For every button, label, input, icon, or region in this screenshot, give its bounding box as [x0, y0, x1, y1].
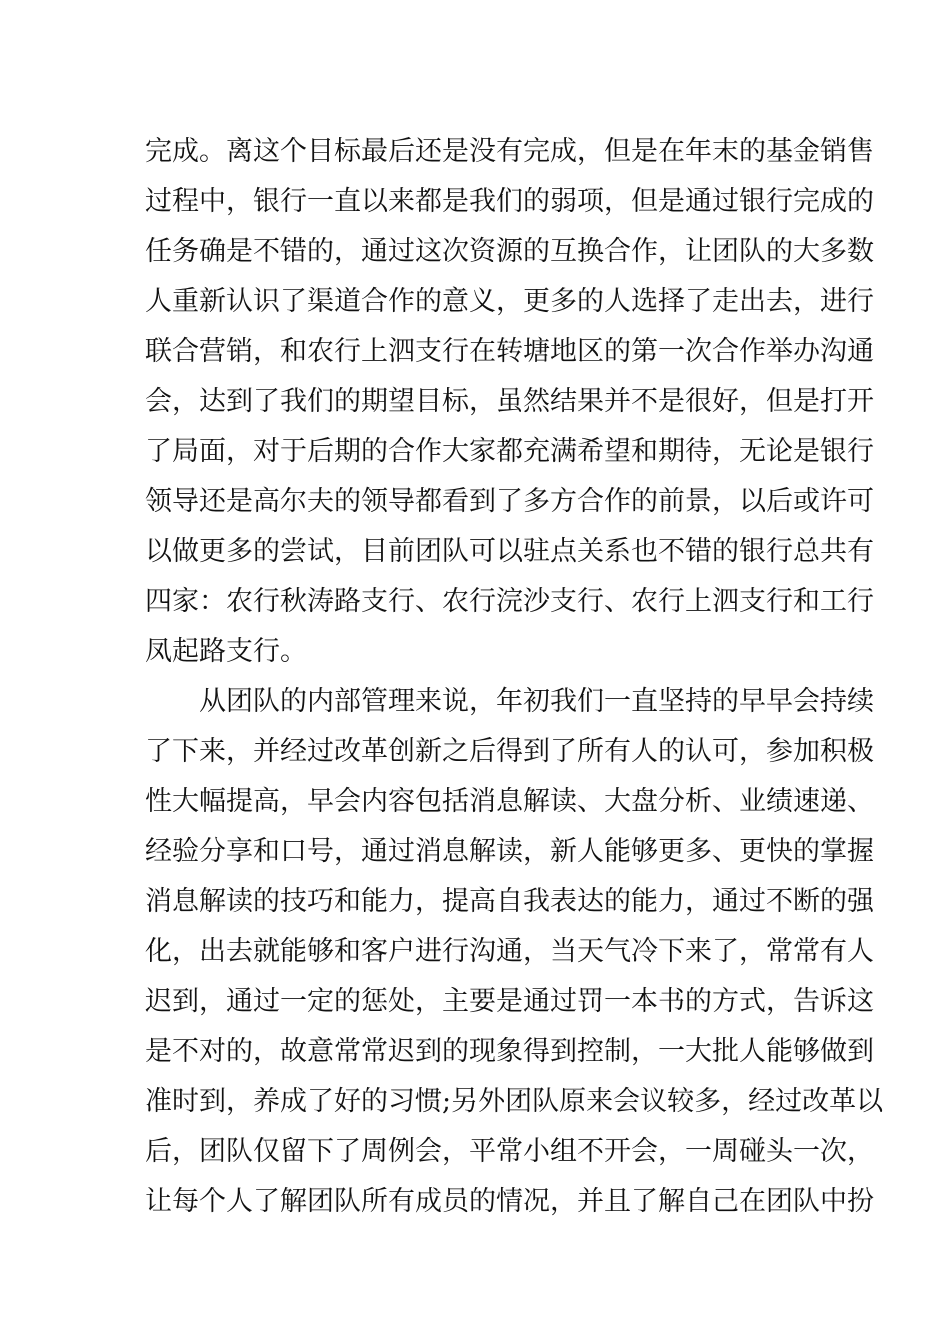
text-line: 迟到，通过一定的惩处，主要是通过罚一本书的方式，告诉这 — [145, 986, 874, 1017]
text-line: 任务确是不错的，通过这次资源的互换合作，让团队的大多数 — [145, 236, 874, 267]
text-line: 后，团队仅留下了周例会，平常小组不开会，一周碰头一次， — [145, 1136, 874, 1167]
text-line: 准时到，养成了好的习惯;另外团队原来会议较多，经过改革以 — [145, 1086, 884, 1117]
text-line: 经验分享和口号，通过消息解读，新人能够更多、更快的掌握 — [145, 836, 874, 867]
text-line: 了局面，对于后期的合作大家都充满希望和期待，无论是银行 — [145, 436, 874, 467]
text-line: 了下来，并经过改革创新之后得到了所有人的认可，参加积极 — [145, 736, 874, 767]
paragraph-2 — [145, 677, 884, 1227]
text-line: 人重新认识了渠道合作的意义，更多的人选择了走出去，进行 — [145, 286, 874, 317]
paragraph-1 — [145, 127, 874, 677]
text-line: 过程中，银行一直以来都是我们的弱项，但是通过银行完成的 — [145, 186, 874, 217]
text-line: 四家：农行秋涛路支行、农行浣沙支行、农行上泗支行和工行 — [145, 586, 874, 617]
text-line: 完成。离这个目标最后还是没有完成，但是在年末的基金销售 — [145, 136, 874, 167]
text-line: 凤起路支行。 — [145, 636, 307, 667]
text-line: 会，达到了我们的期望目标，虽然结果并不是很好，但是打开 — [145, 386, 874, 417]
text-line: 以做更多的尝试，目前团队可以驻点关系也不错的银行总共有 — [145, 536, 874, 567]
text-line: 性大幅提高，早会内容包括消息解读、大盘分析、业绩速递、 — [145, 786, 874, 817]
body-text — [145, 127, 884, 1227]
text-line: 消息解读的技巧和能力，提高自我表达的能力，通过不断的强 — [145, 886, 874, 917]
text-line: 是不对的，故意常常迟到的现象得到控制，一大批人能够做到 — [145, 1036, 874, 1067]
text-line: 领导还是高尔夫的领导都看到了多方合作的前景，以后或许可 — [145, 486, 874, 517]
text-line: 从团队的内部管理来说，年初我们一直坚持的早早会持续 — [199, 686, 874, 717]
text-line: 化，出去就能够和客户进行沟通，当天气冷下来了，常常有人 — [145, 936, 874, 967]
text-line: 联合营销，和农行上泗支行在转塘地区的第一次合作举办沟通 — [145, 336, 874, 367]
text-line: 让每个人了解团队所有成员的情况，并且了解自己在团队中扮 — [145, 1186, 874, 1217]
